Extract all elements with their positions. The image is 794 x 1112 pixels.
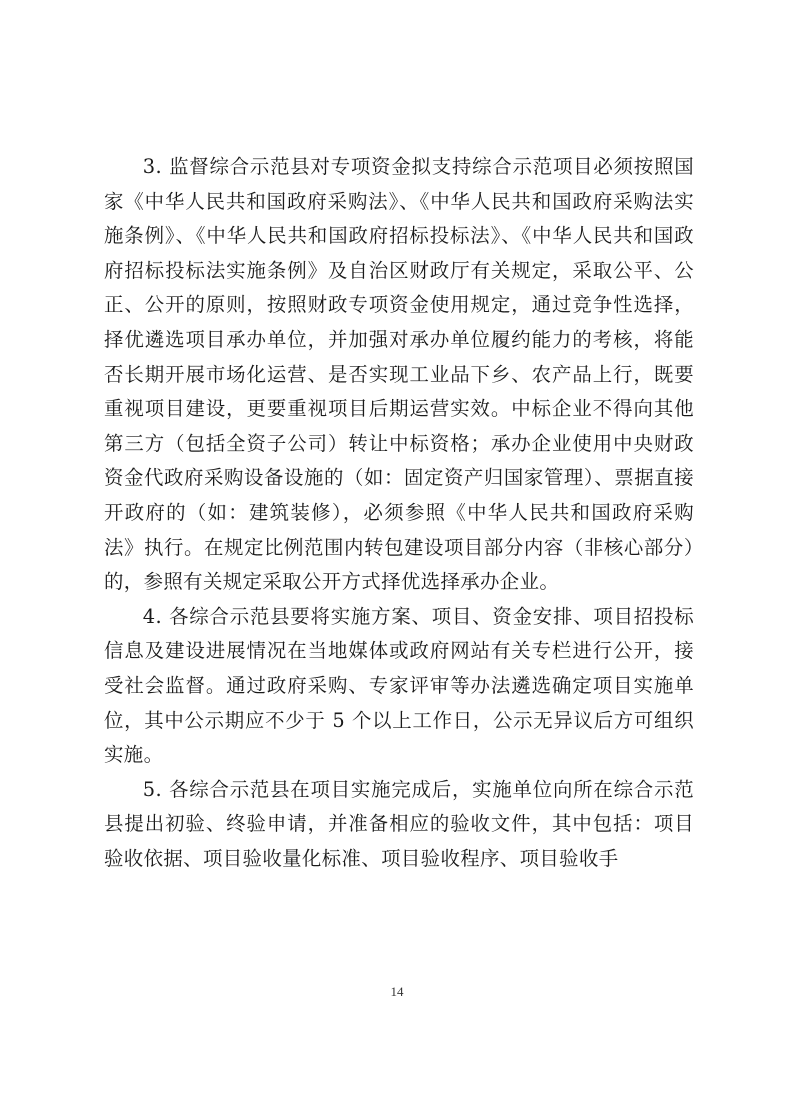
paragraph-5: 5. 各综合示范县在项目实施完成后，实施单位向所在综合示范县提出初验、终验申请，并准备相应的验收文件，其中包括：项目验收依据、项目验收量化标准、项目验收程序、项目验收手 bbox=[104, 777, 694, 870]
body-text bbox=[104, 150, 694, 876]
paragraph-3: 3. 监督综合示范县对专项资金拟支持综合示范项目必须按照国家《中华人民共和国政府采购法》、《中华人民共和国政府采购法实施条例》、《中华人民共和国政府招标投标法》、《中华人民共和国政府招标投标法实施条例》及自治区财政厅有关规定，采取公平、公正、公开的原则，按照财政专项资金使用规定，通过竞争性选择，择优遴选项目承办单位，并加强对承办单位履约能力的考核，将能否长期开展市场化运营、是否实现工业品下乡、农产品上行，既要重视项目建设，更要重视项目后期运营实效。中标企业不得向其他第三方（包括全资子公司）转让中标资格；承办企业使用中央财政资金代政府采购设备设施的（如：固定资产归国家管理）、票据直接开政府的（如：建筑装修），必须参照《中华人民共和国政府采购法》执行。在规定比例范围内转包建设项目部分内容（非核心部分）的，参照有关规定采取公开方式择优选择承办企业。 bbox=[104, 155, 694, 594]
page-number: 14 bbox=[390, 984, 404, 999]
paragraph-4: 4. 各综合示范县要将实施方案、项目、资金安排、项目招投标信息及建设进展情况在当地媒体或政府网站有关专栏进行公开，接受社会监督。通过政府采购、专家评审等办法遴选确定项目实施单位，其中公示期应不少于 5 个以上工作日，公示无异议后方可组织实施。 bbox=[104, 604, 694, 767]
